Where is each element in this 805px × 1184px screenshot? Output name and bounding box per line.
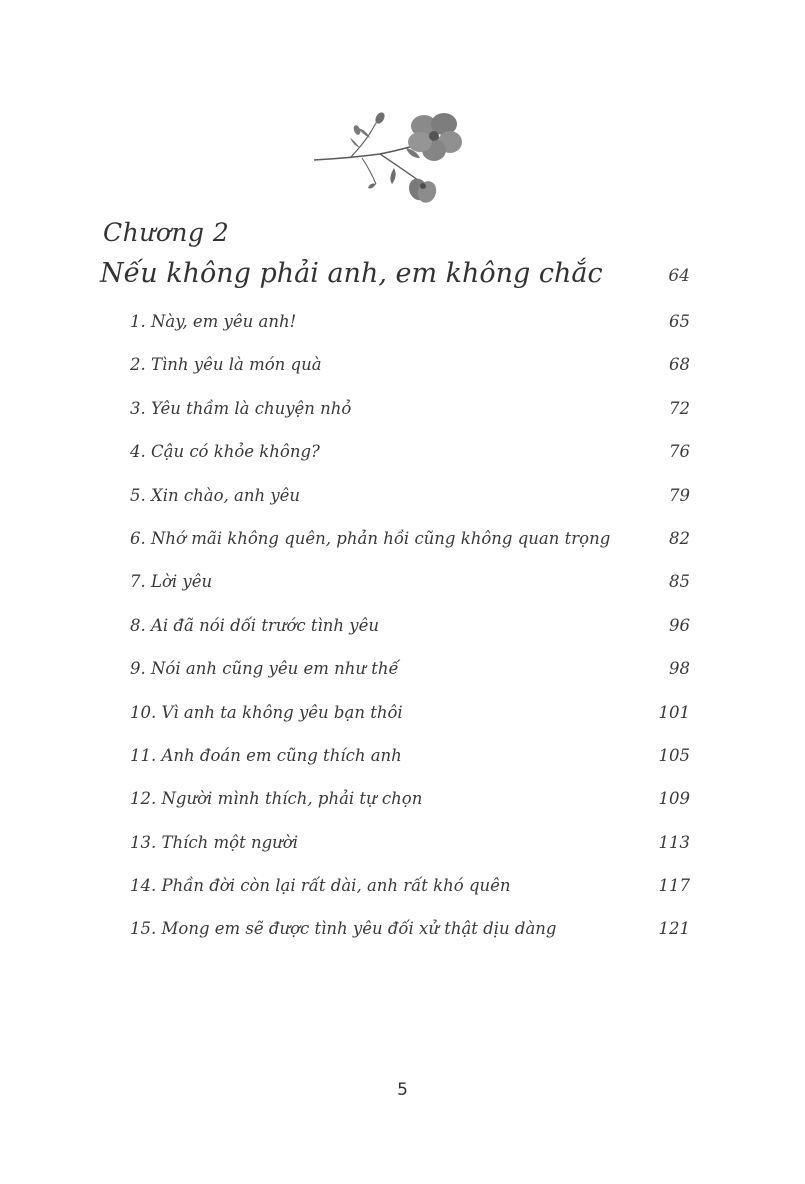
toc-entry-title: 15. Mong em sẽ được tình yêu đối xử thật dịu dàng [130, 919, 557, 939]
toc-entry[interactable] [130, 436, 690, 479]
toc-entry-title: 11. Anh đoán em cũng thích anh [130, 745, 402, 765]
toc-entry-title: 14. Phần đời còn lại rất dài, anh rất khó quên [130, 876, 511, 896]
toc-entry[interactable] [130, 610, 690, 653]
toc-entry-title: 9. Nói anh cũng yêu em như thế [130, 659, 399, 679]
toc-entry-page: 72 [669, 398, 690, 418]
toc-entry-page: 121 [658, 919, 690, 939]
toc-entry[interactable] [130, 523, 690, 566]
toc-entry-page: 82 [669, 528, 690, 548]
toc-entry[interactable] [130, 827, 690, 870]
toc-entry[interactable] [130, 740, 690, 783]
chapter-label: Chương 2 [103, 218, 230, 247]
toc-entry[interactable] [130, 653, 690, 696]
chapter-page-number: 64 [668, 266, 690, 286]
toc-entry-page: 68 [669, 355, 690, 375]
toc-entry[interactable] [130, 566, 690, 609]
toc-entry[interactable] [130, 913, 690, 956]
toc-entry[interactable] [130, 349, 690, 392]
toc-entry-title: 1. Này, em yêu anh! [130, 312, 297, 331]
toc-entry-page: 76 [669, 442, 690, 462]
toc-entry[interactable] [130, 480, 690, 523]
toc-entry-title: 2. Tình yêu là món quà [130, 355, 322, 375]
toc-entry-page: 79 [669, 485, 690, 505]
toc-entry-page: 101 [658, 702, 690, 722]
chapter-heading[interactable] [100, 258, 690, 298]
toc-entry-page: 98 [669, 659, 690, 679]
toc-entry-title: 3. Yêu thầm là chuyện nhỏ [130, 398, 352, 418]
toc-entry-page: 65 [669, 312, 690, 331]
toc-entry-title: 13. Thích một người [130, 832, 298, 852]
toc-entry-page: 117 [658, 876, 690, 896]
toc-entry[interactable] [130, 783, 690, 826]
toc-entry[interactable] [130, 870, 690, 913]
toc-entry[interactable] [130, 697, 690, 740]
toc-entry-title: 7. Lời yêu [130, 572, 213, 592]
toc-entry-title: 6. Nhớ mãi không quên, phản hồi cũng không quan trọng [130, 528, 611, 548]
toc-entry-page: 96 [669, 615, 690, 635]
toc-entry-title: 8. Ai đã nói dối trước tình yêu [130, 615, 380, 635]
toc-entry-page: 113 [658, 832, 690, 852]
toc-entry[interactable] [130, 393, 690, 436]
chapter-title: Nếu không phải anh, em không chắc [100, 258, 603, 289]
flower-branch-icon [310, 108, 470, 218]
toc-entry-page: 85 [669, 572, 690, 592]
table-of-contents [130, 306, 690, 957]
toc-entry-page: 109 [658, 789, 690, 809]
toc-entry-title: 5. Xin chào, anh yêu [130, 485, 301, 505]
toc-entry-title: 10. Vì anh ta không yêu bạn thôi [130, 702, 403, 722]
toc-entry[interactable] [130, 306, 690, 349]
toc-entry-title: 12. Người mình thích, phải tự chọn [130, 789, 423, 809]
toc-entry-title: 4. Cậu có khỏe không? [130, 442, 320, 462]
page-number: 5 [397, 1080, 408, 1100]
toc-entry-page: 105 [658, 745, 690, 765]
